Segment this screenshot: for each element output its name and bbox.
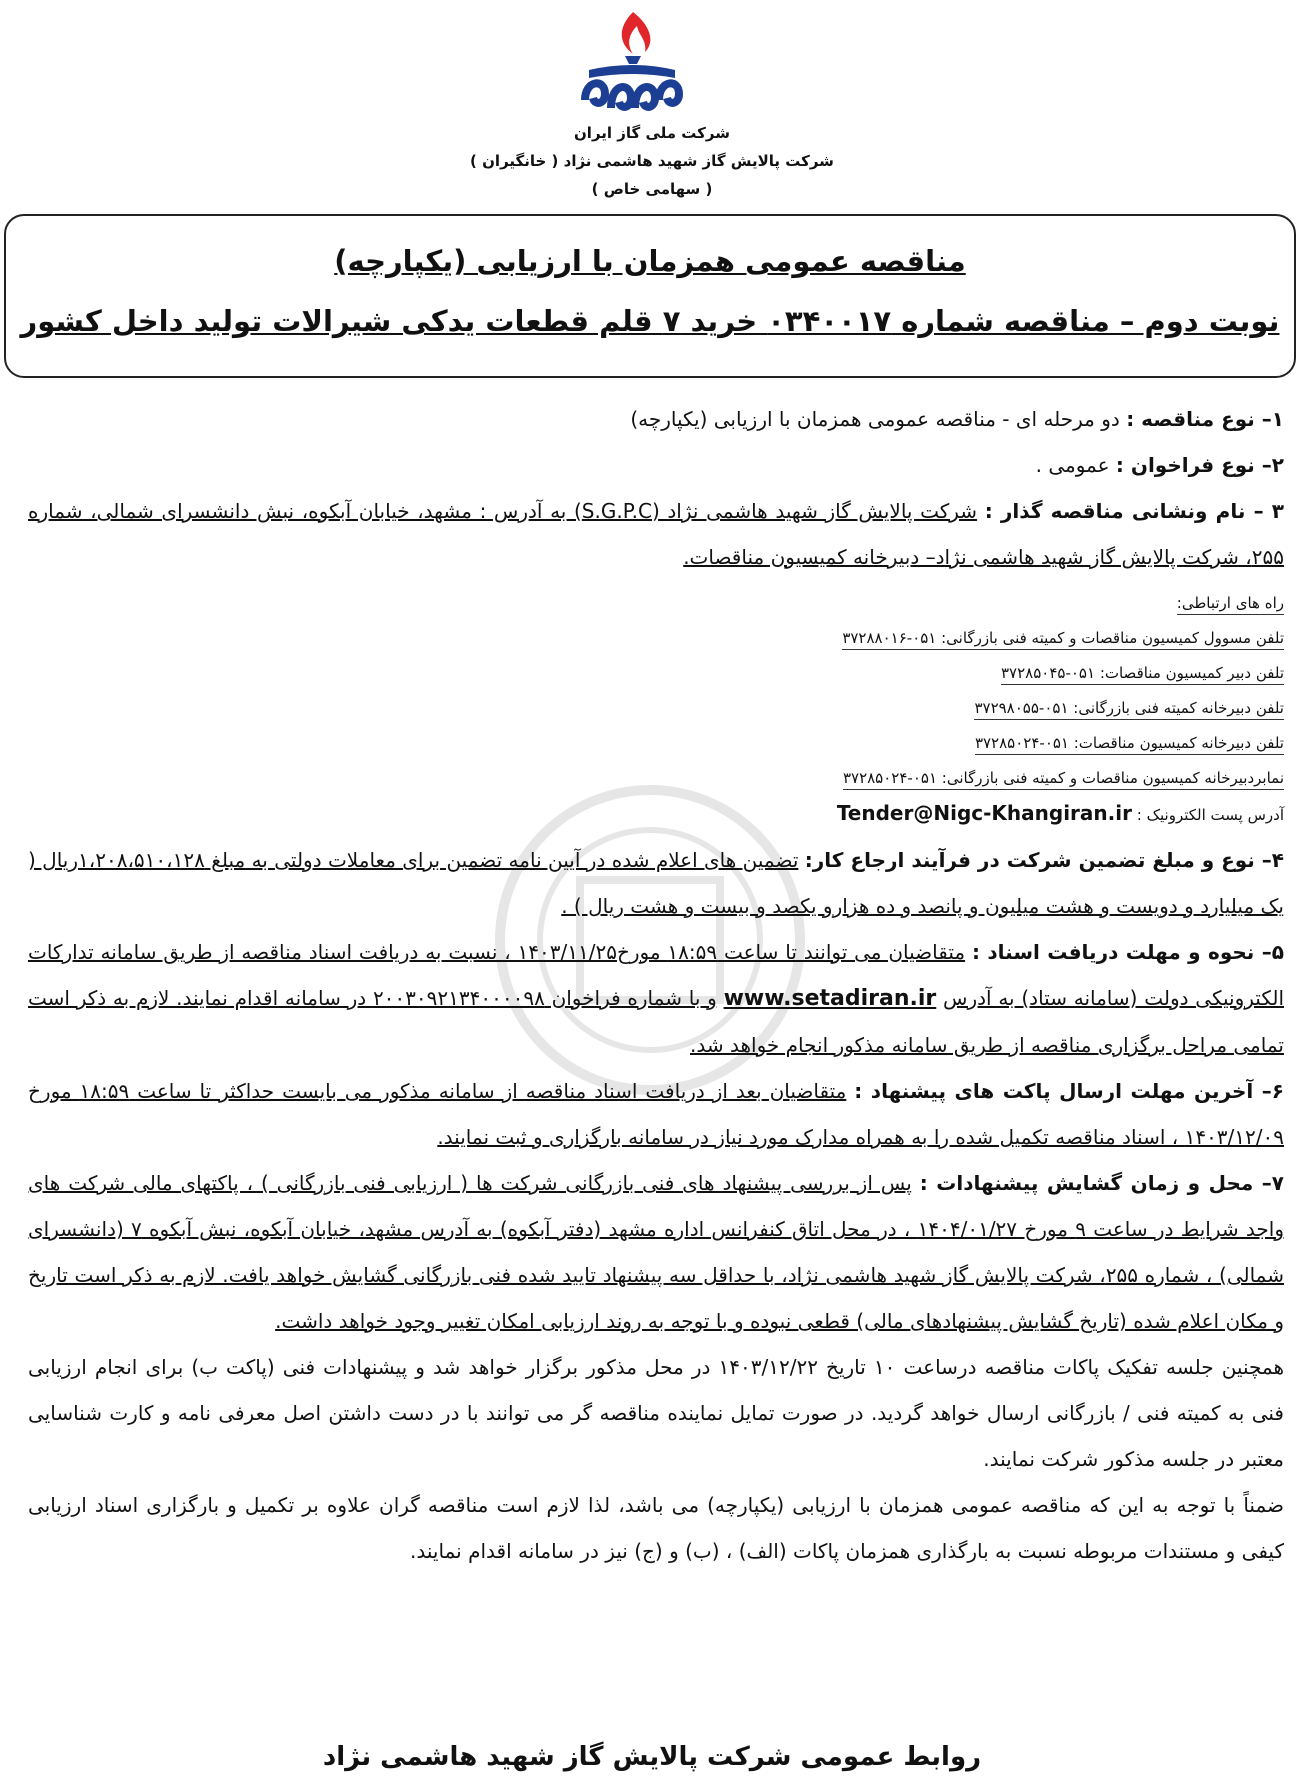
tender-title: مناقصه عمومی همزمان با ارزیابی (یکپارچه) (334, 244, 966, 278)
contact-line: تلفن مسوول کمیسیون مناقصات و کمیته فنی بازرگانی: ۰۵۱-۳۷۲۸۸۰۱۶ (842, 629, 1284, 650)
item-5-text-a: متقاضیان می توانند تا ساعت ۱۸:۵۹ مورخ۱۴۰۳/۱۱/۲۵ ، نسبت به دریافت اسناد مناقصه از طریق سامانه تدارکات الکترونیکی دولت (سامانه ستاد) به آدرس (28, 940, 1285, 1010)
footer-signature: روابط عمومی شرکت پالایش گاز شهید هاشمی نژاد (322, 1742, 982, 1772)
contact-line: نمابردبیرخانه کمیسیون مناقصات و کمیته فنی بازرگانی: ۰۵۱-۳۷۲۸۵۰۲۴ (843, 769, 1284, 790)
company-type: ( سهامی خاص ) (591, 180, 713, 198)
company-name: شرکت ملی گاز ایران (574, 124, 730, 142)
contact-line: تلفن دبیرخانه کمیته فنی بازرگانی: ۰۵۱-۳۷۲۹۸۰۵۵ (974, 699, 1284, 720)
item-3 (28, 488, 1284, 580)
item-6 (28, 1068, 1284, 1160)
contact-line: تلفن دبیر کمیسیون مناقصات: ۰۵۱-۳۷۲۸۵۰۴۵ (1001, 664, 1284, 685)
paragraph-integrated-note: ضمناً با توجه به این که مناقصه عمومی همزمان با ارزیابی (یکپارچه) می باشد، لذا لازم است مناقصه گران علاوه بر تکمیل و بارگزاری اسناد ارزیابی کیفی و مستندات مربوطه نسبت به بارگذاری همزمان پاکات (الف) ، (ب) و (ج) نیز در سامانه اقدام نمایند. (28, 1493, 1284, 1563)
item-1 (28, 396, 1284, 442)
item-3-label: ۳ – نام ونشانی مناقصه گذار : (984, 499, 1285, 523)
item-6-label: ۶– آخرین مهلت ارسال پاکت های پیشنهاد : (854, 1079, 1284, 1103)
nigc-logo-icon (575, 8, 690, 120)
item-6-text: متقاضیان بعد از دریافت اسناد مناقصه از سامانه مذکور می بایست حداکثر تا ساعت ۱۸:۵۹ مورخ ۱۴۰۳/۱۲/۰۹ ، اسناد مناقصه تکمیل شده را به همراه مدارک مورد نیاز در سامانه بارگزاری و ثبت نمایند. (28, 1079, 1284, 1149)
paragraph-opening-session: همچنین جلسه تفکیک پاکات مناقصه درساعت ۱۰ تاریخ ۱۴۰۳/۱۲/۲۲ در محل مذکور برگزار خواهد شد و پیشنهادات فنی (پاکت ب) برای انجام ارزیابی فنی به کمیته فنی / بازرگانی ارسال خواهد گردید. در صورت تمایل نماینده مناقصه گر می توانند با در دست داشتن اصل معرفی نامه و کارت شناسایی معتبر در جلسه مذکور شرکت نمایند. (28, 1355, 1285, 1471)
item-1-text: دو مرحله ای - مناقصه عمومی همزمان با ارزیابی (یکپارچه) (630, 407, 1120, 431)
item-4 (28, 837, 1284, 929)
item-3-text: شرکت پالایش گاز شهید هاشمی نژاد (S.G.P.C) به آدرس : مشهد، خیابان آبکوه، نبش دانشسرای شمالی، شماره ۲۵۵، شرکت پالایش گاز شهید هاشمی نژاد– دبیرخانه کمیسیون مناقصات. (28, 499, 1284, 569)
title-box (4, 214, 1296, 378)
item-5-label: ۵– نحوه و مهلت دریافت اسناد : (971, 940, 1284, 964)
email-address[interactable]: Tender@Nigc-Khangiran.ir (836, 801, 1132, 825)
item-7 (28, 1160, 1284, 1344)
tender-subtitle: نوبت دوم – مناقصه شماره ۰۳۴۰۰۱۷ خرید ۷ قلم قطعات یدکی شیرالات تولید داخل کشور (20, 304, 1280, 338)
notice-body (28, 396, 1284, 1574)
item-1-label: ۱– نوع مناقصه : (1126, 407, 1284, 431)
item-4-label: ۴– نوع و مبلغ تضمین شرکت در فرآیند ارجاع کار: (804, 848, 1285, 872)
item-2-text: عمومی . (1035, 453, 1110, 477)
email-label: آدرس پست الکترونیک : (1136, 806, 1284, 824)
refinery-name: شرکت پالایش گاز شهید هاشمی نژاد ( خانگیران ) (470, 152, 834, 170)
contact-line: تلفن دبیرخانه کمیسیون مناقصات: ۰۵۱-۳۷۲۸۵۰۲۴ (975, 734, 1284, 755)
contacts-block (28, 586, 1284, 833)
item-2-label: ۲– نوع فراخوان : (1115, 453, 1284, 477)
item-7-label: ۷– محل و زمان گشایش پیشنهادات : (919, 1171, 1284, 1195)
item-4-text: تضمین های اعلام شده در آیین نامه تضمین برای معاملات دولتی به مبلغ ۱،۲۰۸،۵۱۰،۱۲۸ریال ( یک میلیارد و دویست و هشت میلیون و پانصد و ده هزارو یکصد و بیست و هشت ریال ) . (28, 848, 1284, 918)
setadiran-link[interactable]: www.setadiran.ir (723, 986, 937, 1011)
item-7-text: پس از بررسی پیشنهاد های فنی بازرگانی شرکت ها ( ارزیابی فنی بازرگانی ) ، پاکتهای مالی شرکت های واجد شرایط در ساعت ۹ مورخ ۱۴۰۴/۰۱/۲۷ ، در محل اتاق کنفرانس اداره مشهد (دفتر آبکوه) به آدرس مشهد، خیابان آبکوه، نبش آبکوه ۷ (دانشسرای شمالی) ، شماره ۲۵۵، شرکت پالایش گاز شهید هاشمی نژاد، با حداقل سه پیشنهاد تایید شده فنی بازرگانی گشایش خواهد یافت. لازم به ذکر است تاریخ و مکان اعلام شده (تاریخ گشایش پیشنهادهای مالی) قطعی نبوده و با توجه به روند ارزیابی امکان تغییر وجود خواهد داشت. (28, 1171, 1284, 1333)
item-5-text-b: و با شماره فراخوان ۲۰۰۳۰۹۲۱۳۴۰۰۰۰۹۸ در سامانه اقدام نمایند. لازم به ذکر است تمامی مراحل برگزاری مناقصه از طریق سامانه مذکور انجام خواهد شد. (28, 986, 1284, 1057)
item-2 (28, 442, 1284, 488)
item-5 (28, 929, 1284, 1068)
contacts-title: راه های ارتباطی: (1177, 594, 1284, 615)
